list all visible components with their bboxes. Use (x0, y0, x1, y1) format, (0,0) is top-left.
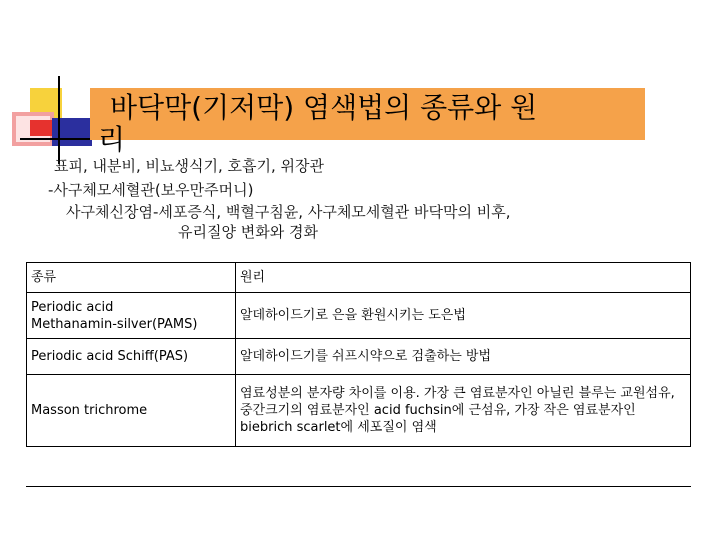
table-header-principle: 원리 (236, 263, 691, 293)
table-row (27, 375, 691, 447)
slide-title-line2: 리 (98, 123, 126, 156)
table-cell-principle: 알데하이드기를 쉬프시약으로 검출하는 방법 (236, 339, 691, 375)
table-row (27, 339, 691, 375)
deco-horizontal-line (20, 138, 100, 140)
slide-title (98, 91, 670, 156)
table-header-kind: 종류 (27, 263, 236, 293)
deco-vertical-line (58, 76, 60, 164)
table-row (27, 293, 691, 339)
kind-line: Methanamin-silver(PAMS) (31, 316, 198, 332)
table-header-row (27, 263, 691, 293)
body-line-2: -사구체모세혈관(보우만주머니) (48, 181, 254, 199)
staining-table (26, 262, 691, 447)
table-cell-principle: 염료성분의 분자량 차이를 이용. 가장 큰 염료분자인 아닐린 블루는 교원섬유, 중간크기의 염료분자인 acid fuchsin에 근섬유, 가장 작은 염료분자인 biebrich scarlet에 세포질이 염색 (236, 375, 691, 447)
body-line-1: 표피, 내분비, 비뇨생식기, 호흡기, 위장관 (54, 157, 324, 175)
body-line-4: 유리질양 변화와 경화 (178, 223, 318, 241)
table-cell-kind: Periodic acid Schiff(PAS) (27, 339, 236, 375)
table-cell-kind: Masson trichrome (27, 375, 236, 447)
table-cell-principle: 알데하이드기로 은을 환원시키는 도은법 (236, 293, 691, 339)
slide-title-line1: 바닥막(기저막) 염색법의 종류와 원 (110, 91, 538, 124)
kind-line: Periodic acid (31, 299, 114, 315)
table-cell-kind (27, 293, 236, 339)
body-line-3: 사구체신장염-세포증식, 백혈구침윤, 사구체모세혈관 바닥막의 비후, (66, 203, 511, 221)
bottom-rule (26, 486, 691, 487)
